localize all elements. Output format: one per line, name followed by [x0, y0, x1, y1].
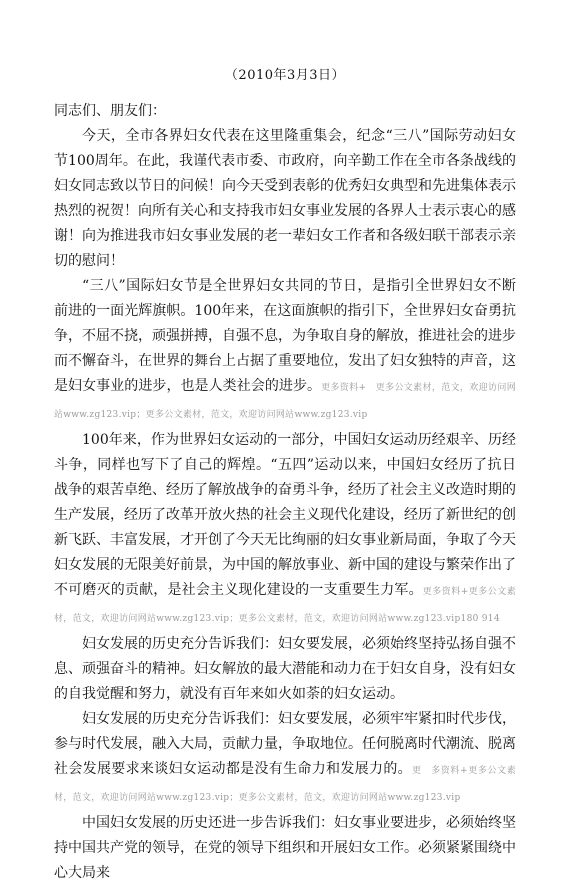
paragraph — [54, 124, 516, 274]
watermark-text: 更 多资料+更多公文素材，范文，欢迎访问网站www.zg123.vip；更多公文素材，范文，欢迎访问网站www.zg123.vip — [54, 766, 516, 803]
paragraph — [54, 428, 516, 632]
paragraph-text: “三八”国际妇女节是全世界妇女共同的节日，是指引全世界妇女不断前进的一面光辉旗帜。100年来，在这面旗帜的指引下，全世界妇女奋勇抗争，不屈不挠，顽强拼搏，自强不息，为争取自身的解放，推进社会的进步而不懈奋斗，在世界的舞台上占据了重要地位，发出了妇女独特的声音，这是妇女事业的进步，也是人类社会的进步。 — [54, 278, 516, 394]
speech-body — [54, 99, 516, 886]
watermark-text: 更多资料+ 更多公文素材，范文，欢迎访问网站www.zg123.vip；更多公文素材，范文，欢迎访问网站www.zg123.vip — [54, 383, 517, 420]
paragraph — [54, 274, 516, 428]
paragraph-text: 中国妇女发展的历史还进一步告诉我们：妇女事业要进步，必须始终坚持中国共产党的领导，在党的领导下组织和开展妇女工作。必须紧紧围绕中心大局来 — [54, 815, 516, 881]
salutation: 同志们、朋友们： — [54, 103, 166, 119]
watermark-text: 更多资料+更多公文素材，范文，欢迎访问网站www.zg123.vip；更多公文素材，范文，欢迎访问网站www.zg123.vip180 914 — [54, 587, 516, 624]
paragraph-text: 妇女发展的历史充分告诉我们：妇女要发展，必须始终坚持弘扬自强不息、顽强奋斗的精神。妇女解放的最大潜能和动力在于妇女自身，没有妇女的自我觉醒和努力，就没有百年来如火如荼的妇女运动。 — [54, 636, 516, 702]
paragraph — [54, 811, 516, 886]
paragraph-text: 100年来，作为世界妇女运动的一部分，中国妇女运动历经艰辛、历经斗争，同样也写下了自己的辉煌。“五四”运动以来，中国妇女经历了抗日战争的艰苦卓绝、经历了解放战争的奋勇斗争，经历了社会主义改造时期的生产发展，经历了改革开放火热的社会主义现代化建设，经历了新世纪的创新飞跃、丰富发展，才开创了今天无比绚丽的妇女事业新局面，争取了今天妇女发展的无限美好前景，为中国的解放事业、新中国的建设与繁荣作出了不可磨灭的贡献，是社会主义现化建设的一支重要生力军。 — [54, 432, 516, 598]
paragraph — [54, 707, 516, 811]
paragraph-text: 今天，全市各界妇女代表在这里隆重集会，纪念“三八”国际劳动妇女节100周年。在此，我谨代表市委、市政府，向辛勤工作在全市各条战线的妇女同志致以节日的问候！向今天受到表彰的优秀妇女典型和先进集体表示热烈的祝贺！向所有关心和支持我市妇女事业发展的各界人士表示衷心的感谢！向为推进我市妇女事业发展的老一辈妇女工作者和各级妇联干部表示亲切的慰问！ — [54, 128, 516, 269]
paragraph-text: 妇女发展的历史充分告诉我们：妇女要发展，必须牢牢紧扣时代步伐，参与时代发展，融入大局，贡献力量，争取地位。任何脱离时代潮流、脱离社会发展要求来谈妇女运动都是没有生命力和发展力的。 — [54, 711, 516, 777]
paragraph — [54, 632, 516, 707]
speech-date: （2010年3月3日） — [224, 68, 346, 83]
